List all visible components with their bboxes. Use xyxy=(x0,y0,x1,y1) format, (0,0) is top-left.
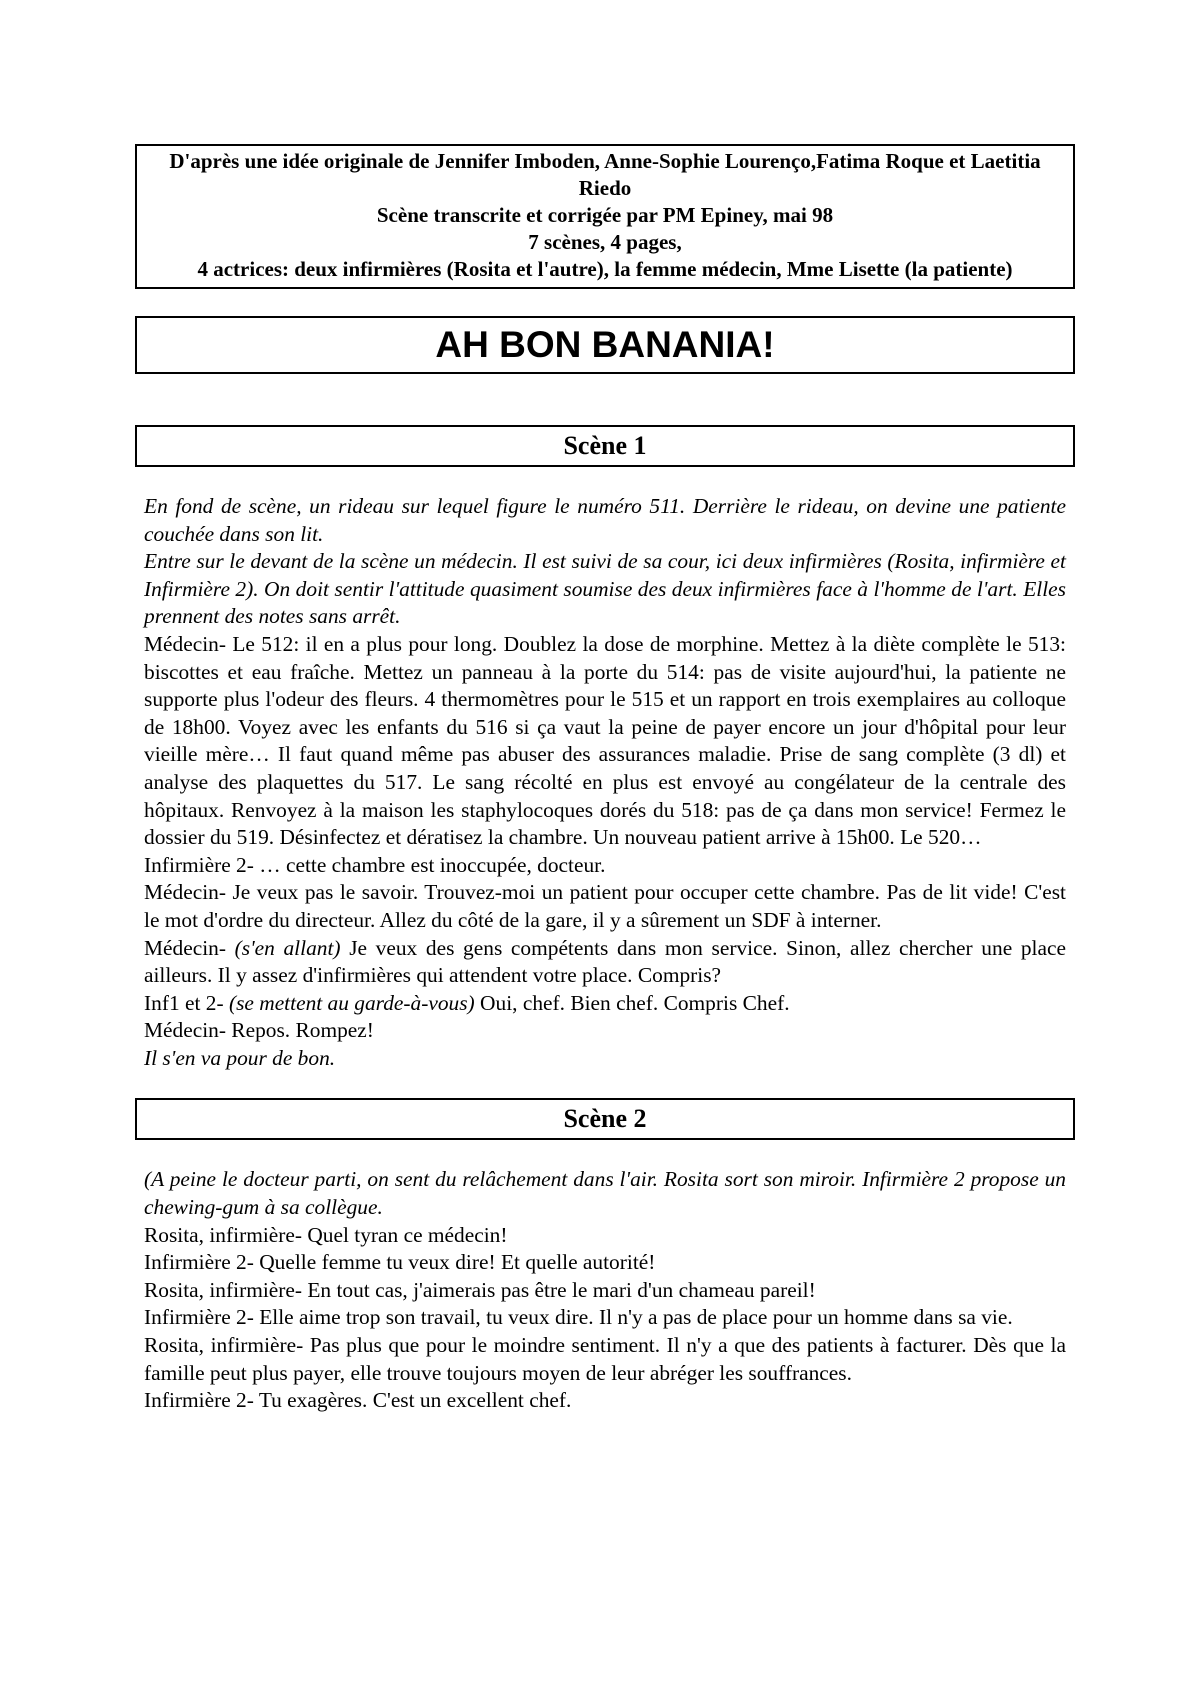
dialogue-line: Médecin- Repos. Rompez! xyxy=(144,1018,374,1043)
dialogue-line xyxy=(144,990,1066,1018)
stage-direction: Entre sur le devant de la scène un médecin. Il est suivi de sa cour, ici deux infirmières (Rosita, infirmière et Infirmière 2). On doit sentir l'attitude quasiment soumise des deux infirmières face à l'homme de l'art. Elles prennent des notes sans arrêt. xyxy=(144,549,1066,629)
play-title: AH BON BANANIA! xyxy=(135,316,1075,374)
dialogue-line: Médecin- Le 512: il en a plus pour long. Doublez la dose de morphine. Mettez à la diète complète le 513: biscottes et eau fraîche. Mettez un panneau à la porte du 514: pas de visite aujourd'hui, la patiente ne supporte plus l'odeur des fleurs. 4 thermomètres pour le 515 et un rapport en trois exemplaires au colloque de 18h00. Voyez avec les enfants du 516 si ça vaut la peine de payer encore un jour d'hôpital pour leur vieille mère… Il faut quand même pas abuser des assurances maladie. Prise de sang complète (3 dl) et analyse des plaquettes du 517. Le sang récolté en plus est envoyé au congélateur de la centrale des hôpitaux. Renvoyez à la maison les staphylocoques dorés du 518: pas de ça dans mon service! Fermez le dossier du 519. Désinfectez et dératisez la chambre. Un nouveau patient arrive à 15h00. Le 520… xyxy=(144,631,1066,850)
speaker-name: Inf1 et 2- xyxy=(144,990,224,1015)
dialogue-line: Rosita, infirmière- Pas plus que pour le moindre sentiment. Il n'y a que des patients à facturer. Dès que la famille peut plus payer, elle trouve toujours moyen de leur abréger les souffrances. xyxy=(144,1333,1066,1385)
credits-box xyxy=(135,144,1075,289)
dialogue-line: Infirmière 2- Elle aime trop son travail, tu veux dire. Il n'y a pas de place pour un homme dans sa vie. xyxy=(144,1305,1013,1330)
dialogue-line: Médecin- Je veux pas le savoir. Trouvez-moi un patient pour occuper cette chambre. Pas de lit vide! C'est le mot d'ordre du directeur. Allez du côté de la gare, il y a sûrement un SDF à interner. xyxy=(144,880,1066,932)
scene-heading: Scène 2 xyxy=(135,1098,1075,1140)
dialogue-line: Rosita, infirmière- Quel tyran ce médecin! xyxy=(144,1222,508,1247)
scene-heading: Scène 1 xyxy=(135,425,1075,467)
credits-line: D'après une idée originale de Jennifer Imboden, Anne-Sophie Lourenço,Fatima Roque et Laetitia Riedo xyxy=(169,149,1041,200)
dialogue-line: Infirmière 2- … cette chambre est inoccupée, docteur. xyxy=(144,852,606,877)
stage-direction: (s'en allant) xyxy=(234,935,341,960)
stage-direction: (A peine le docteur parti, on sent du relâchement dans l'air. Rosita sort son miroir. Infirmière 2 propose un chewing-gum à sa collègue. xyxy=(144,1167,1066,1220)
stage-direction: Il s'en va pour de bon. xyxy=(144,1045,336,1070)
scene-1-text xyxy=(135,493,1075,1072)
document-page xyxy=(135,144,1075,1415)
dialogue-line: Infirmière 2- Quelle femme tu veux dire! Et quelle autorité! xyxy=(144,1250,656,1275)
stage-direction: (se mettent au garde-à-vous) xyxy=(228,990,475,1015)
scene-2-text xyxy=(135,1166,1075,1414)
dialogue-text: Oui, chef. Bien chef. Compris Chef. xyxy=(480,990,790,1015)
speaker-name: Médecin- xyxy=(144,935,226,960)
credits-line: 7 scènes, 4 pages, xyxy=(528,230,682,254)
dialogue-line: Rosita, infirmière- En tout cas, j'aimerais pas être le mari d'un chameau pareil! xyxy=(144,1277,816,1302)
dialogue-text: Je veux des gens compétents dans mon service. Sinon, allez chercher une place ailleurs. Il y assez d'infirmières qui attendent votre place. Compris? xyxy=(144,935,1066,988)
dialogue-line: Infirmière 2- Tu exagères. C'est un excellent chef. xyxy=(144,1388,572,1413)
dialogue-line xyxy=(144,935,1066,990)
stage-direction: En fond de scène, un rideau sur lequel figure le numéro 511. Derrière le rideau, on devine une patiente couchée dans son lit. xyxy=(144,494,1066,546)
credits-line: Scène transcrite et corrigée par PM Epiney, mai 98 xyxy=(376,203,834,227)
credits-line: 4 actrices: deux infirmières (Rosita et l'autre), la femme médecin, Mme Lisette (la patiente) xyxy=(197,257,1013,281)
